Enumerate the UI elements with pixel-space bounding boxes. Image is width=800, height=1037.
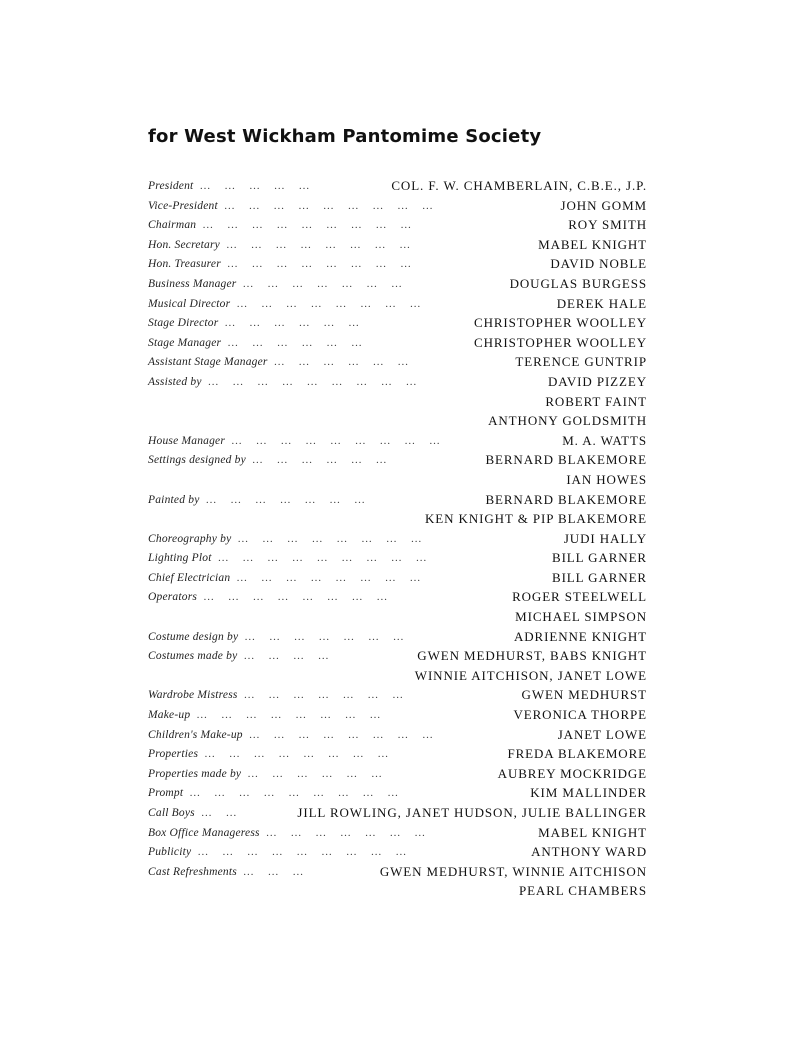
- leader-dots: … … … … … …: [247, 767, 396, 780]
- leader-dots: … … … … … … … …: [237, 532, 436, 545]
- credit-name: JANET LOWE: [557, 726, 647, 742]
- credit-role: Make-up: [148, 709, 191, 722]
- credit-row: [148, 805, 647, 825]
- leader-dots: … … … … … … … … …: [207, 375, 431, 388]
- leader-dots: … … … … … … … … …: [223, 199, 447, 212]
- credit-name: CHRISTOPHER WOOLLEY: [474, 334, 647, 350]
- leader-dots: … … …: [242, 865, 318, 878]
- credit-role: Hon. Secretary: [148, 238, 220, 251]
- leader-dots: … … … … … …: [227, 336, 376, 349]
- credit-name: DAVID PIZZEY: [547, 373, 647, 389]
- credit-name: VERONICA THORPE: [513, 707, 647, 723]
- credit-row: [148, 178, 647, 198]
- credit-row: [148, 844, 647, 864]
- credit-row: [148, 335, 647, 355]
- credit-role: Costume design by: [148, 630, 239, 643]
- credit-role: Vice-President: [148, 199, 218, 212]
- leader-dots: … … … … … … … …: [203, 591, 402, 604]
- credit-role: Stage Director: [148, 317, 219, 330]
- credit-role: Settings designed by: [148, 454, 246, 467]
- credit-role: Wardrobe Mistress: [148, 689, 238, 702]
- credit-role: Assisted by: [148, 375, 202, 388]
- leader-dots: … … … … … …: [273, 356, 423, 369]
- credit-row: [148, 315, 647, 335]
- leader-dots: … … … … … … … …: [196, 709, 395, 722]
- credit-name: BERNARD BLAKEMORE: [485, 452, 647, 468]
- credit-row: [148, 374, 647, 394]
- credit-row: [148, 492, 647, 512]
- credit-name: ANTHONY GOLDSMITH: [488, 413, 647, 429]
- credit-role: Musical Director: [148, 297, 231, 310]
- credit-name: JUDI HALLY: [563, 530, 647, 546]
- leader-dots: … … … … … … …: [243, 689, 417, 702]
- credit-name: MICHAEL SIMPSON: [515, 609, 647, 625]
- credit-role: Costumes made by: [148, 650, 238, 663]
- credit-row: [148, 864, 647, 884]
- credit-name: PEARL CHAMBERS: [518, 883, 647, 899]
- credit-row: [148, 550, 647, 570]
- leader-dots: … … … … … … … … …: [231, 434, 454, 447]
- credit-name: AUBREY MOCKRIDGE: [497, 765, 647, 781]
- credit-row: [148, 198, 647, 218]
- credit-row: [148, 237, 647, 257]
- credit-row: [148, 825, 647, 845]
- leader-dots: … … … … … … … …: [204, 748, 403, 761]
- credit-name: JOHN GOMM: [560, 197, 647, 213]
- credit-name: GWEN MEDHURST, BABS KNIGHT: [417, 648, 647, 664]
- leader-dots: … … … … … … …: [242, 277, 416, 290]
- credit-name: ROY SMITH: [568, 217, 647, 233]
- credit-role: Hon. Treasurer: [148, 258, 221, 271]
- leader-dots: … … … … … … …: [265, 826, 439, 839]
- credit-role: Publicity: [148, 846, 192, 859]
- credit-name: TERENCE GUNTRIP: [515, 354, 647, 370]
- credit-row: [148, 531, 647, 551]
- leader-dots: … … … … … … … … …: [202, 219, 425, 232]
- leader-dots: … … … … …: [199, 180, 324, 192]
- credit-row: [148, 354, 647, 374]
- credit-name: MABEL KNIGHT: [538, 824, 647, 840]
- credit-name: KIM MALLINDER: [530, 785, 647, 801]
- credit-role: Stage Manager: [148, 336, 222, 349]
- leader-dots: … … … … … … … …: [236, 571, 435, 584]
- credit-role: Painted by: [148, 493, 200, 506]
- credit-row: [148, 707, 647, 727]
- credit-role: House Manager: [148, 434, 226, 447]
- leader-dots: … … … … … … …: [244, 630, 418, 643]
- credit-row: [148, 413, 647, 433]
- leader-dots: … … … … … … … …: [226, 238, 424, 251]
- credit-row: [148, 589, 647, 609]
- page-title: for West Wickham Pantomime Society: [148, 126, 542, 147]
- credit-row: [148, 687, 647, 707]
- credit-name: MABEL KNIGHT: [538, 236, 647, 252]
- credit-name: IAN HOWES: [566, 471, 647, 487]
- leader-dots: … … … … … … … …: [248, 728, 447, 741]
- leader-dots: … … … … … … … … …: [217, 552, 441, 565]
- credit-row: [148, 746, 647, 766]
- credit-role: Chief Electrician: [148, 571, 231, 584]
- credit-name: DEREK HALE: [556, 295, 647, 311]
- credit-role: Operators: [148, 591, 198, 604]
- credit-row: [148, 433, 647, 453]
- credit-name: JILL ROWLING, JANET HUDSON, JULIE BALLINGER: [297, 805, 647, 820]
- credit-row: [148, 883, 647, 903]
- credit-row: [148, 276, 647, 296]
- credit-role: President: [148, 180, 194, 192]
- credits-list: [148, 178, 647, 903]
- credit-row: [148, 727, 647, 747]
- credit-role: Lighting Plot: [148, 552, 212, 565]
- credit-row: [148, 394, 647, 414]
- credit-name: FREDA BLAKEMORE: [507, 746, 647, 762]
- credit-row: [148, 217, 647, 237]
- credit-row: [148, 256, 647, 276]
- leader-dots: … … … … … … …: [205, 493, 379, 506]
- credit-name: GWEN MEDHURST: [521, 687, 647, 703]
- leader-dots: … … … … … …: [251, 454, 401, 467]
- credit-name: KEN KNIGHT & PIP BLAKEMORE: [424, 511, 647, 527]
- credit-role: Assistant Stage Manager: [148, 356, 268, 369]
- credit-row: [148, 766, 647, 786]
- credit-role: Chairman: [148, 219, 197, 232]
- credit-role: Cast Refreshments: [148, 865, 237, 878]
- credit-role: Box Office Manageress: [148, 826, 260, 839]
- credit-row: [148, 472, 647, 492]
- credit-role: Properties: [148, 748, 199, 761]
- leader-dots: … …: [200, 807, 251, 819]
- credit-row: [148, 648, 647, 668]
- credit-name: BERNARD BLAKEMORE: [485, 491, 647, 507]
- credit-role: Business Manager: [148, 277, 237, 290]
- leader-dots: … … … …: [243, 650, 343, 663]
- credit-name: BILL GARNER: [552, 550, 647, 566]
- credit-row: [148, 785, 647, 805]
- credit-name: ADRIENNE KNIGHT: [513, 628, 647, 644]
- leader-dots: … … … … … … … …: [226, 258, 425, 271]
- leader-dots: … … … … … … … …: [236, 297, 435, 310]
- credit-name: M. A. WATTS: [562, 432, 647, 448]
- credit-name: DAVID NOBLE: [550, 256, 647, 272]
- credit-name: DOUGLAS BURGESS: [509, 275, 647, 291]
- credit-row: [148, 511, 647, 531]
- leader-dots: … … … … … …: [224, 317, 373, 330]
- leader-dots: … … … … … … … … …: [189, 787, 413, 800]
- credit-name: COL. F. W. CHAMBERLAIN, C.B.E., J.P.: [391, 178, 647, 193]
- credit-role: Choreography by: [148, 532, 232, 545]
- credit-name: ROBERT FAINT: [545, 393, 647, 409]
- credit-row: [148, 609, 647, 629]
- credit-row: [148, 570, 647, 590]
- credit-name: ROGER STEELWELL: [512, 589, 647, 605]
- credit-role: Properties made by: [148, 767, 242, 780]
- credit-name: WINNIE AITCHISON, JANET LOWE: [414, 667, 647, 683]
- credit-name: CHRISTOPHER WOOLLEY: [474, 315, 647, 331]
- credit-row: [148, 296, 647, 316]
- credit-role: Children's Make-up: [148, 728, 243, 741]
- credit-name: BILL GARNER: [552, 569, 647, 585]
- leader-dots: … … … … … … … … …: [197, 846, 421, 859]
- credit-name: ANTHONY WARD: [531, 844, 647, 860]
- credit-role: Call Boys: [148, 807, 195, 819]
- credit-row: [148, 452, 647, 472]
- credit-role: Prompt: [148, 787, 184, 800]
- credit-name: GWEN MEDHURST, WINNIE AITCHISON: [379, 863, 647, 879]
- credit-row: [148, 668, 647, 688]
- credit-row: [148, 629, 647, 649]
